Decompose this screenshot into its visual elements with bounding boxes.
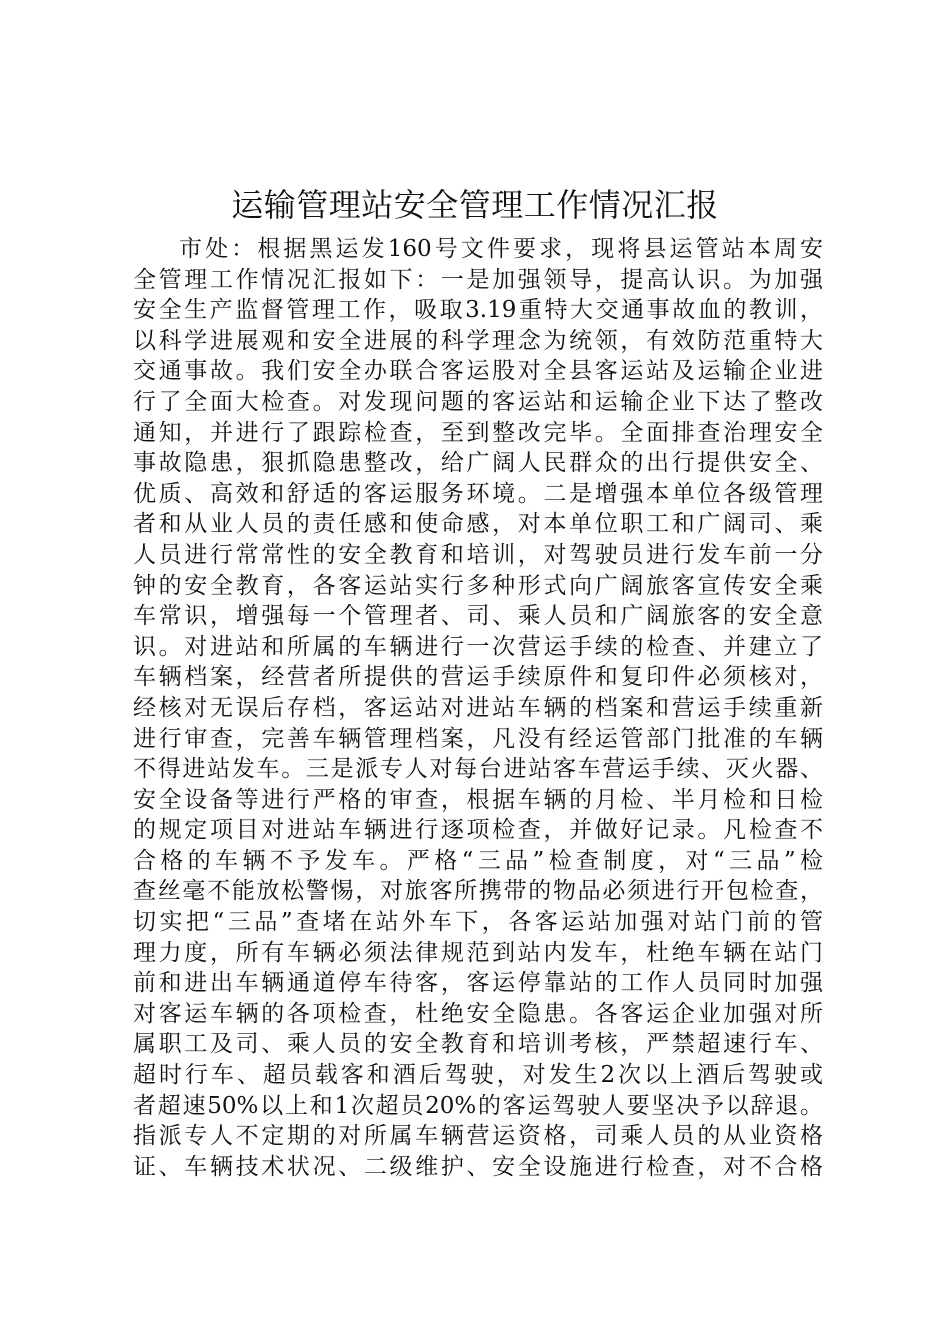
body-line: 安全设备等进行严格的审查，根据车辆的月检、半月检和日检 [133,786,823,813]
body-line: 经核对无误后存档，客运站对进站车辆的档案和营运手续重新 [133,694,823,721]
body-line: 者和从业人员的责任感和使命感，对本单位职工和广阔司、乘 [133,511,823,538]
body-line: 事故隐患，狠抓隐患整改，给广阔人民群众的出行提供安全、 [133,450,823,477]
body-line: 全管理工作情况汇报如下：一是加强领导，提高认识。为加强 [133,266,823,293]
body-line: 安全生产监督管理工作，吸取3.19重特大交通事故血的教训， [133,297,823,324]
document-body [133,234,823,1182]
body-line: 车辆档案，经营者所提供的营运手续原件和复印件必须核对， [133,664,823,691]
body-line: 不得进站发车。三是派专人对每台进站客车营运手续、灭火器、 [133,756,823,783]
body-line: 市处：根据黑运发160号文件要求，现将县运管站本周安 [179,236,823,262]
body-line: 人员进行常常性的安全教育和培训，对驾驶员进行发车前一分 [133,541,823,568]
body-line: 超时行车、超员载客和酒后驾驶，对发生2次以上酒后驾驶或 [133,1062,823,1089]
body-line: 证、车辆技术状况、二级维护、安全设施进行检查，对不合格 [133,1153,823,1180]
body-line: 优质、高效和舒适的客运服务环境。二是增强本单位各级管理 [133,480,823,507]
body-line: 前和进出车辆通道停车待客，客运停靠站的工作人员同时加强 [133,970,823,997]
body-line: 通知，并进行了跟踪检查，至到整改完毕。全面排查治理安全 [133,419,823,446]
body-line: 合格的车辆不予发车。严格“三品”检查制度，对“三品”检 [133,847,823,874]
body-line: 对客运车辆的各项检查，杜绝安全隐患。各客运企业加强对所 [133,1000,823,1027]
body-line: 查丝毫不能放松警惕，对旅客所携带的物品必须进行开包检查， [133,878,823,905]
body-line: 理力度，所有车辆必须法律规范到站内发车，杜绝车辆在站门 [133,939,823,966]
document-title: 运输管理站安全管理工作情况汇报 [231,186,719,224]
body-line: 的规定项目对进站车辆进行逐项检查，并做好记录。凡检查不 [133,817,823,844]
body-line: 以科学进展观和安全进展的科学理念为统领，有效防范重特大 [133,327,823,354]
body-line: 进行审查，完善车辆管理档案，凡没有经运管部门批准的车辆 [133,725,823,752]
body-line: 者超速50%以上和1次超员20%的客运驾驶人要坚决予以辞退。 [133,1092,823,1119]
body-line: 切实把“三品”查堵在站外车下，各客运站加强对站门前的管 [133,909,823,936]
body-line: 钟的安全教育，各客运站实行多种形式向广阔旅客宣传安全乘 [133,572,823,599]
body-line: 属职工及司、乘人员的安全教育和培训考核，严禁超速行车、 [133,1031,823,1058]
body-line: 识。对进站和所属的车辆进行一次营运手续的检查、并建立了 [133,633,823,660]
body-line: 车常识，增强每一个管理者、司、乘人员和广阔旅客的安全意 [133,603,823,630]
body-line: 指派专人不定期的对所属车辆营运资格，司乘人员的从业资格 [133,1123,823,1150]
body-line: 交通事故。我们安全办联合客运股对全县客运站及运输企业进 [133,358,823,385]
body-line: 行了全面大检查。对发现问题的客运站和运输企业下达了整改 [133,388,823,415]
